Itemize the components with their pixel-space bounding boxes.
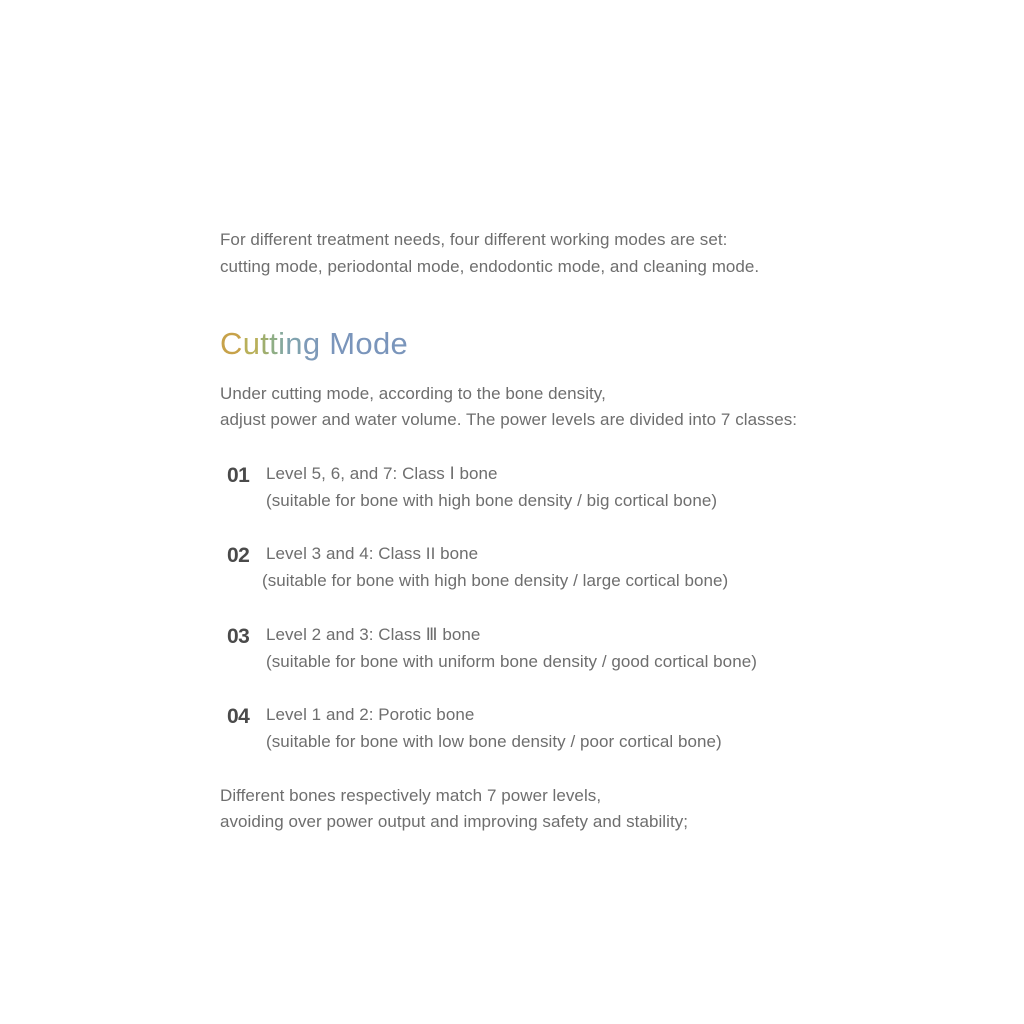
section-title-word-2: Mode — [329, 326, 409, 361]
intro-line-2: cutting mode, periodontal mode, endodontic mode, and cleaning mode. — [220, 257, 760, 276]
section-title-letter: C — [220, 326, 243, 361]
item-detail-04: (suitable for bone with low bone density / poor cortical bone) — [266, 732, 722, 751]
section-title — [220, 326, 408, 362]
intro-line-1: For different treatment needs, four different working modes are set: — [220, 230, 728, 249]
item-number-04: 04 — [227, 705, 250, 728]
section-title-letter: n — [285, 326, 303, 361]
item-number-03: 03 — [227, 625, 250, 648]
section-description-line-1: Under cutting mode, according to the bone density, — [220, 384, 606, 403]
section-title-word-1 — [220, 326, 320, 361]
item-detail-03: (suitable for bone with uniform bone density / good cortical bone) — [266, 652, 757, 671]
item-heading-04: Level 1 and 2: Porotic bone — [266, 705, 475, 724]
section-title-letter: t — [260, 326, 270, 361]
item-number-01: 01 — [227, 464, 250, 487]
section-title-letter: i — [278, 326, 286, 361]
closing-line-2: avoiding over power output and improving safety and stability; — [220, 812, 689, 831]
section-title-letter: t — [269, 326, 279, 361]
closing-line-1: Different bones respectively match 7 power levels, — [220, 786, 602, 805]
item-detail-01: (suitable for bone with high bone density / big cortical bone) — [266, 491, 718, 510]
section-description-line-2: adjust power and water volume. The power levels are divided into 7 classes: — [220, 410, 798, 429]
item-heading-02: Level 3 and 4: Class II bone — [266, 544, 479, 563]
item-heading-03: Level 2 and 3: Class Ⅲ bone — [266, 625, 481, 644]
section-title-letter: u — [242, 326, 261, 361]
item-heading-01: Level 5, 6, and 7: Class Ⅰ bone — [266, 464, 498, 483]
section-title-letter: g — [302, 326, 321, 361]
item-detail-02: (suitable for bone with high bone density / large cortical bone) — [262, 571, 729, 590]
item-number-02: 02 — [227, 544, 250, 567]
